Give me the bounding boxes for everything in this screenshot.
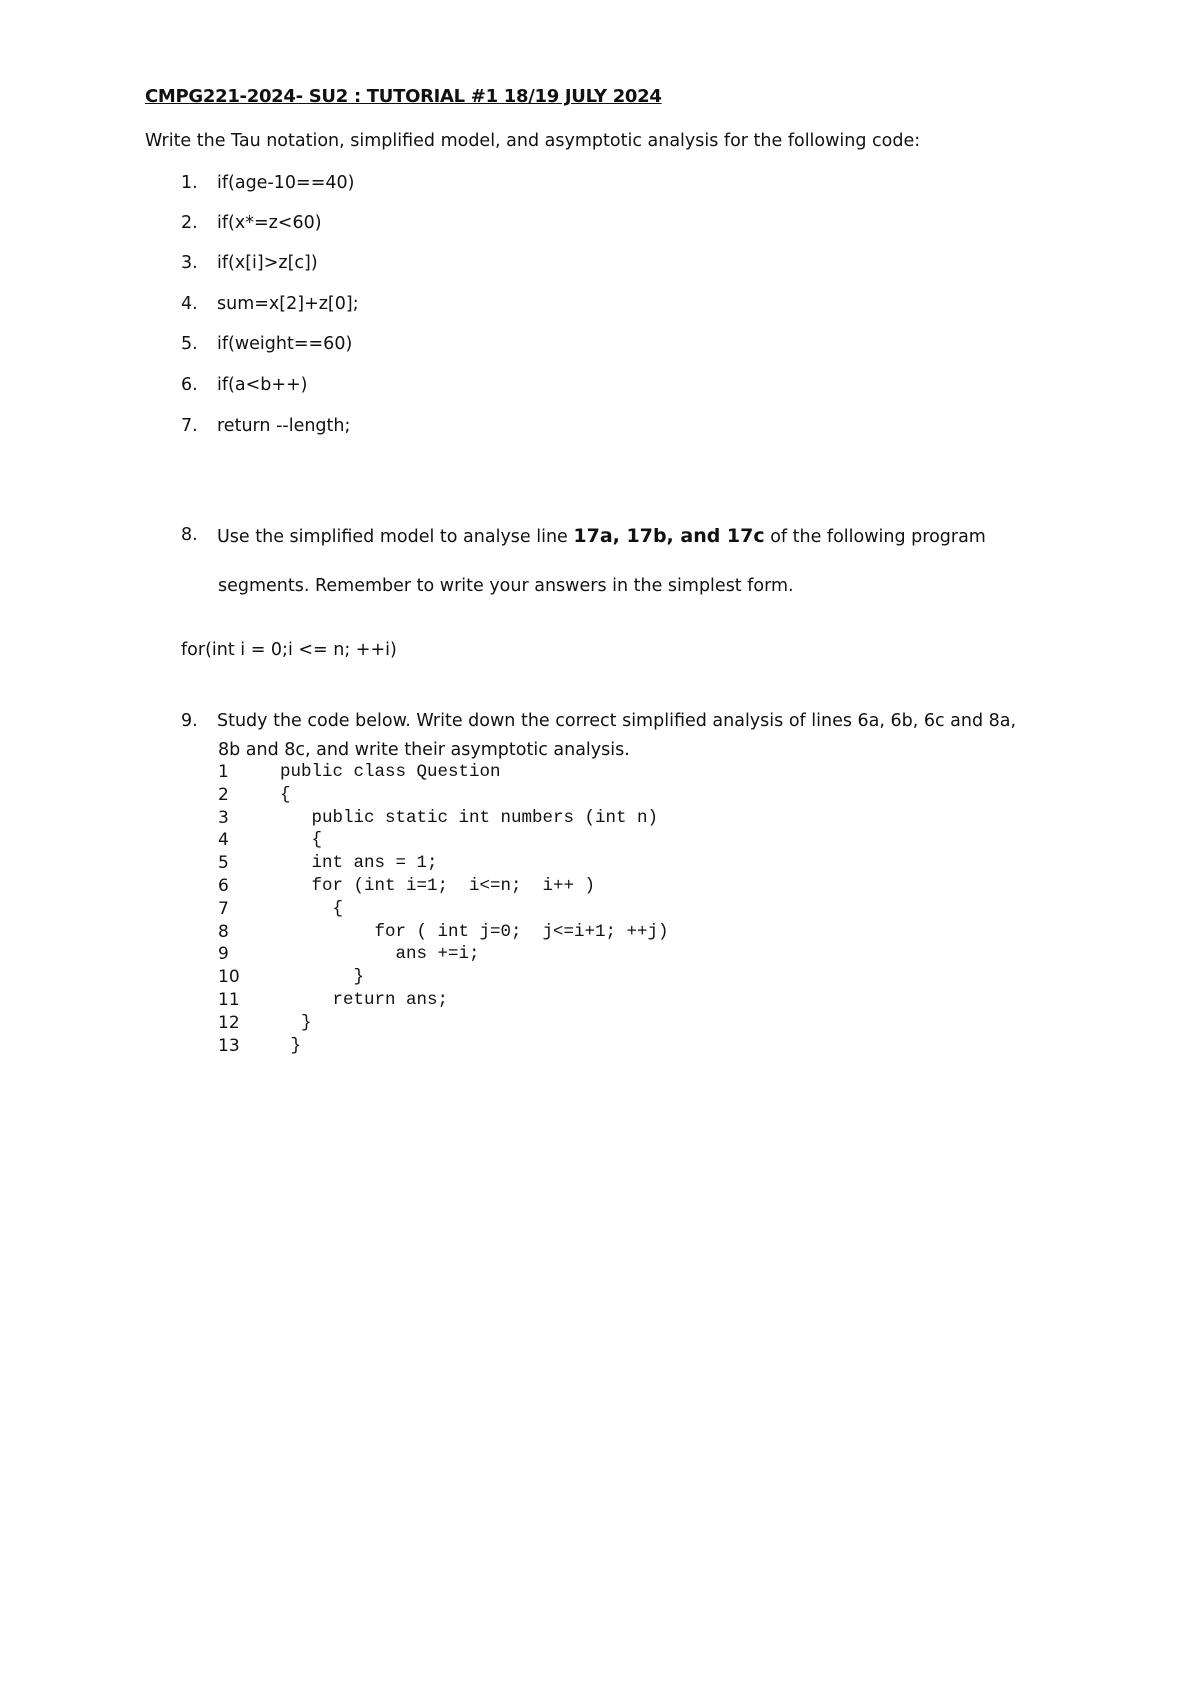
- question-8-line-2: segments. Remember to write your answers in the simplest form.: [218, 576, 794, 596]
- line-number: 12: [218, 1012, 240, 1033]
- question-9-line-2: 8b and 8c, and write their asymptotic analysis.: [218, 740, 630, 760]
- question-number: 4.: [181, 294, 198, 314]
- question-text-start: Use the simplified model to analyse line: [217, 527, 574, 547]
- code-line: [218, 830, 323, 852]
- line-number: 9: [218, 944, 229, 965]
- code-line: [218, 990, 449, 1012]
- line-number: 11: [218, 990, 240, 1010]
- question-number: 6.: [181, 375, 198, 395]
- line-number: 4: [218, 830, 229, 851]
- code-line: [218, 944, 480, 966]
- line-number: 3: [218, 807, 229, 828]
- code-text: ans +=i;: [280, 944, 480, 965]
- code-text: return ans;: [280, 990, 449, 1010]
- code-line: [218, 784, 291, 807]
- code-text: for (int i=1; i<=n; i++ ): [280, 876, 596, 896]
- question-number: 3.: [181, 253, 198, 273]
- question-text: if(x*=z<60): [217, 213, 322, 233]
- code-text: for ( int j=0; j<=i+1; ++j): [280, 921, 669, 942]
- question-number: 9.: [181, 711, 198, 731]
- code-line: [218, 921, 669, 944]
- question-text: if(a<b++): [217, 375, 308, 395]
- question-text: sum=x[2]+z[0];: [217, 294, 359, 314]
- code-line: [218, 898, 344, 921]
- code-text: {: [280, 784, 291, 805]
- code-text: }: [280, 1035, 302, 1056]
- line-number: 5: [218, 853, 229, 874]
- question-text: Study the code below. Write down the correct simplified analysis of lines 6a, 6b, 6c and 8a,: [217, 711, 1017, 731]
- code-line: [218, 762, 501, 784]
- line-number: 7: [218, 898, 229, 919]
- code-text: {: [280, 830, 323, 851]
- code-line: [218, 876, 596, 898]
- code-line: [218, 853, 438, 875]
- code-line: [218, 1035, 302, 1058]
- question-text-end: of the following program: [764, 527, 986, 547]
- code-line: [218, 967, 365, 989]
- page-title: CMPG221-2024- SU2 : TUTORIAL #1 18/19 JULY 2024: [145, 86, 662, 107]
- question-number: 1.: [181, 173, 198, 193]
- question-text: return --length;: [217, 416, 351, 436]
- question-text: if(x[i]>z[c]): [217, 253, 318, 273]
- question-number: 8.: [181, 525, 198, 545]
- line-number: 10: [218, 967, 240, 988]
- question-number: 7.: [181, 416, 198, 436]
- line-number: 6: [218, 876, 229, 896]
- line-number: 13: [218, 1035, 240, 1056]
- for-loop-code: for(int i = 0;i <= n; ++i): [181, 640, 397, 660]
- code-line: [218, 1012, 312, 1035]
- code-text: {: [280, 898, 344, 919]
- question-text: [217, 525, 986, 547]
- line-references: 17a, 17b, and 17c: [573, 525, 765, 547]
- question-number: 5.: [181, 334, 198, 354]
- code-line: [218, 807, 659, 830]
- code-text: }: [280, 967, 365, 988]
- code-text: }: [280, 1012, 312, 1033]
- code-text: public class Question: [280, 762, 501, 782]
- question-text: if(weight==60): [217, 334, 353, 354]
- line-number: 2: [218, 784, 229, 805]
- question-text: if(age-10==40): [217, 173, 355, 193]
- code-text: int ans = 1;: [280, 853, 438, 874]
- instructions: Write the Tau notation, simplified model, and asymptotic analysis for the following code:: [145, 131, 921, 151]
- line-number: 8: [218, 921, 229, 942]
- line-number: 1: [218, 762, 229, 782]
- question-number: 2.: [181, 213, 198, 233]
- code-text: public static int numbers (int n): [280, 807, 659, 828]
